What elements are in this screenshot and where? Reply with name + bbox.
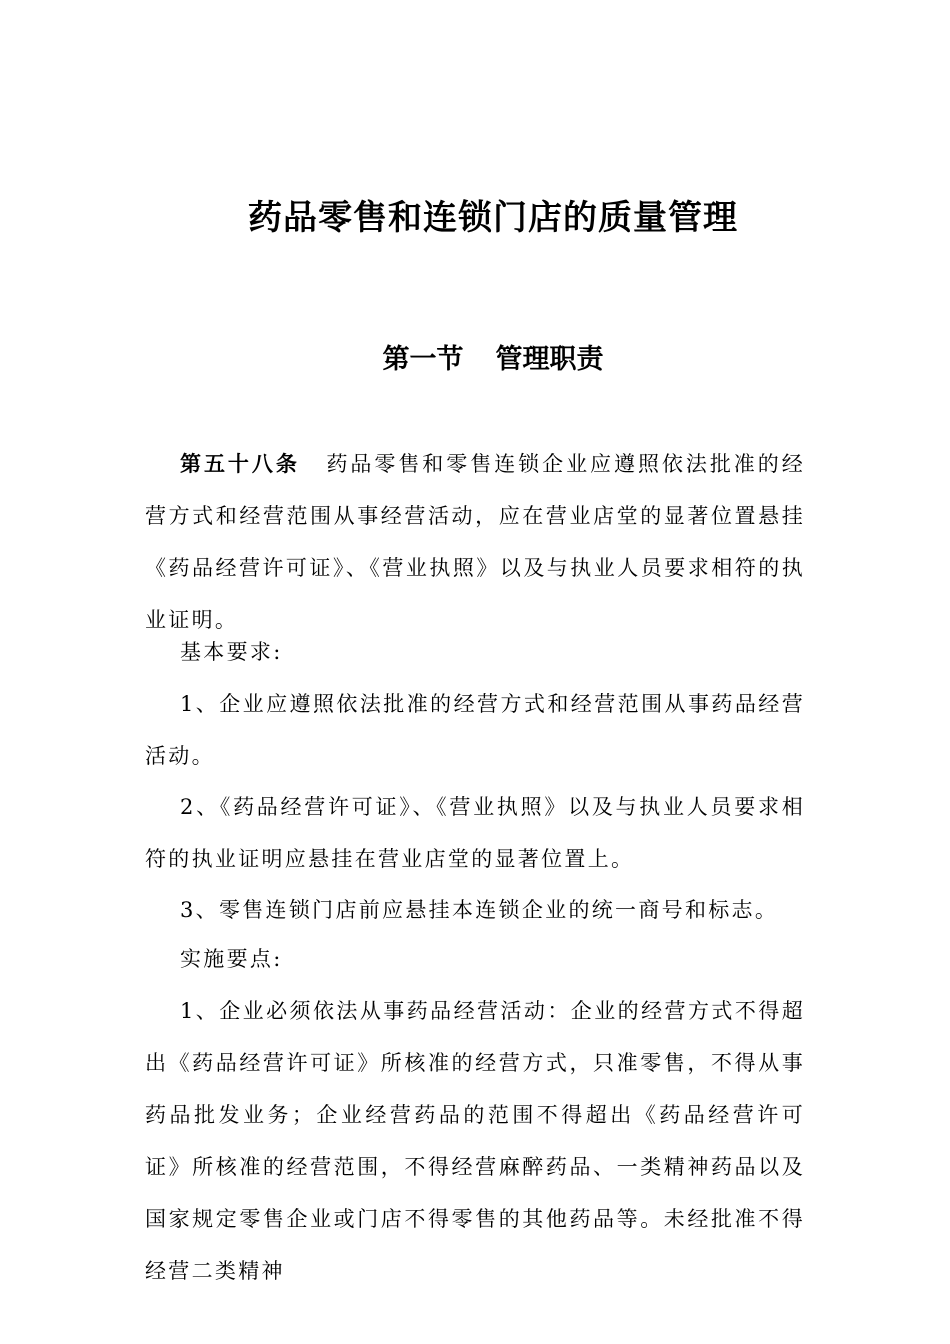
article-text: 药品零售和零售连锁企业应遵照依法批准的经营方式和经营范围从事经营活动，应在营业店堂的显著位置悬挂《药品经营许可证》、《营业执照》以及与执业人员要求相符的执业证明。 — [145, 452, 806, 632]
basic-requirements-heading: 基本要求: — [180, 640, 283, 664]
implementation-point-item-1: 1、企业必须依法从事药品经营活动：企业的经营方式不得超出《药品经营许可证》所核准的经营方式，只准零售，不得从事药品批发业务；企业经营药品的范围不得超出《药品经营许可证》所核准的经营范围，不得经营麻醉药品、一类精神药品以及国家规定零售企业或门店不得零售的其他药品等。未经批准不得经营二类精神 — [145, 999, 805, 1283]
basic-requirement-item-3: 3、零售连锁门店前应悬挂本连锁企业的统一商号和标志。 — [180, 898, 779, 922]
article-58-paragraph — [145, 438, 805, 646]
section-number: 第一节 — [382, 344, 464, 375]
section-name: 管理职责 — [495, 344, 604, 375]
implementation-points-heading: 实施要点: — [180, 947, 283, 971]
basic-requirement-item-2: 2、《药品经营许可证》、《营业执照》以及与执业人员要求相符的执业证明应悬挂在营业店堂的显著位置上。 — [145, 795, 805, 871]
document-title: 药品零售和连锁门店的质量管理 — [248, 198, 738, 238]
section-heading — [0, 340, 950, 380]
basic-requirement-item-1: 1、企业应遵照依法批准的经营方式和经营范围从事药品经营活动。 — [145, 692, 805, 768]
article-label: 第五十八条 — [180, 451, 300, 476]
